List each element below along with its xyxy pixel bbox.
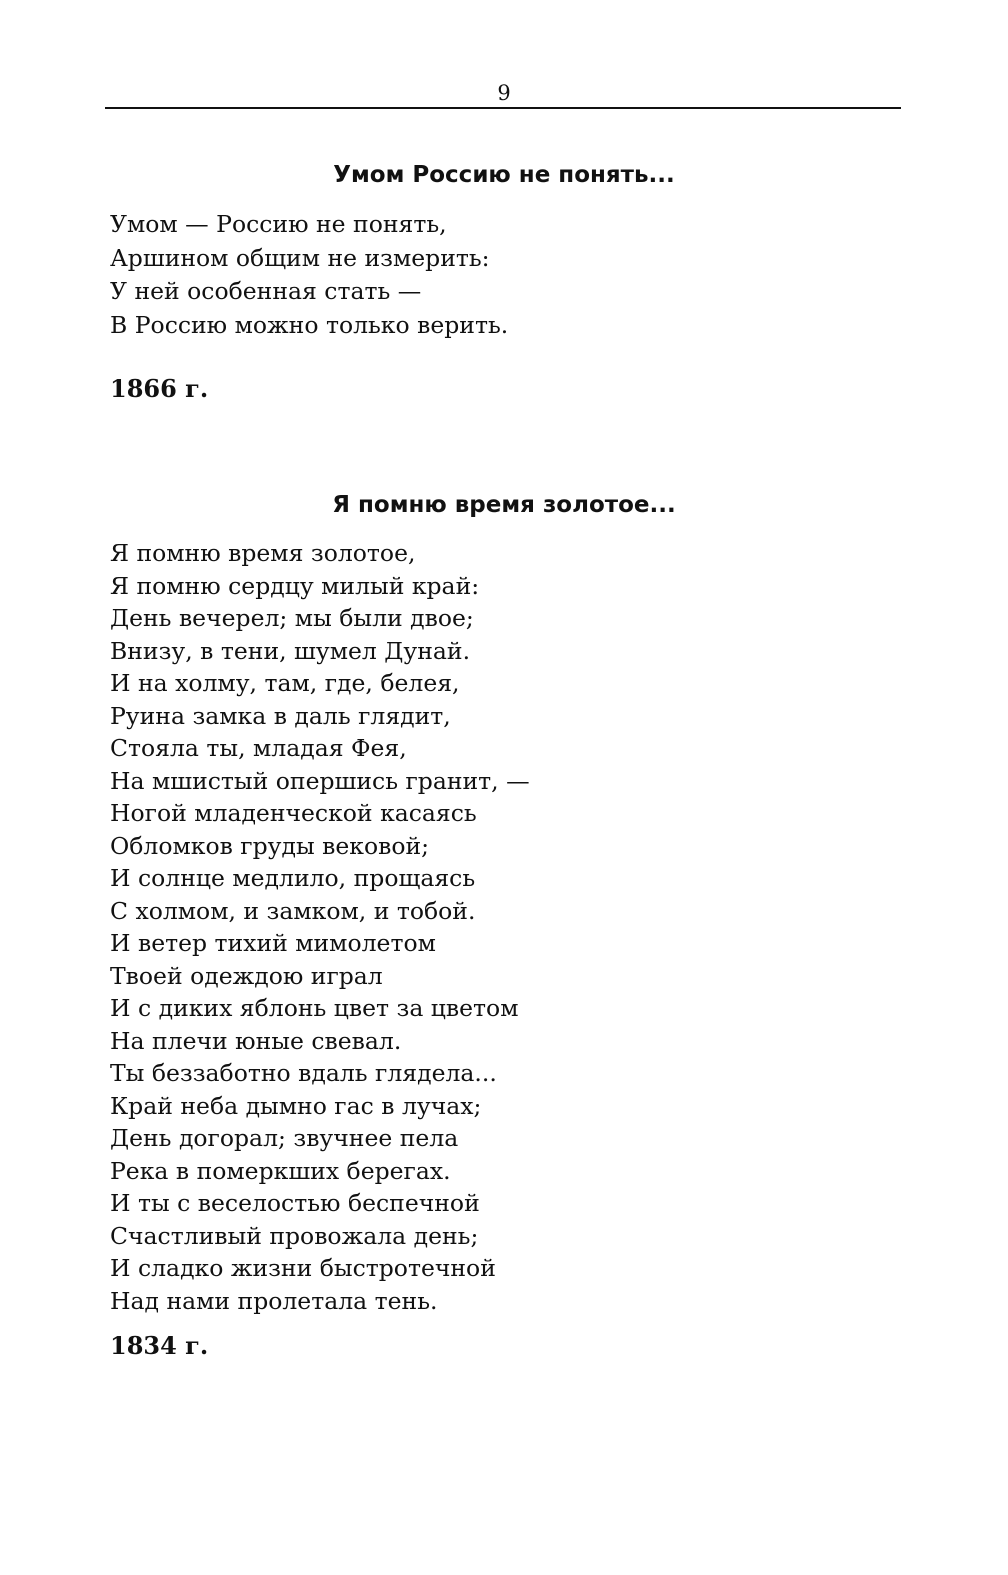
poem-line: Стояла ты, младая Фея, xyxy=(110,734,407,762)
poem-line: И с диких яблонь цвет за цветом xyxy=(110,994,519,1022)
poem-title: Умом Россию не понять... xyxy=(333,162,675,188)
poem-stanza xyxy=(110,208,508,342)
poem-line: Край неба дымно гас в лучах; xyxy=(110,1091,482,1120)
poem-line: На плечи юные свевал. xyxy=(110,1026,402,1055)
poem-line: Ты беззаботно вдаль глядела... xyxy=(110,1059,497,1087)
poem-line: И на холму, там, где, белея, xyxy=(110,669,460,697)
poem-line: Я помню время золотое, xyxy=(110,539,416,567)
poem-line: Твоей одеждою играл xyxy=(110,961,383,990)
poem-line: День догорал; звучнее пела xyxy=(110,1124,459,1152)
poem-line: Аршином общим не измерить: xyxy=(110,243,490,272)
poem-line: Руина замка в даль глядит, xyxy=(110,701,451,730)
poem-line: И ты с веселостью беспечной xyxy=(110,1189,480,1217)
poem-year: 1834 г. xyxy=(110,1331,209,1360)
page-number: 9 xyxy=(497,81,511,105)
poem-line: Внизу, в тени, шумел Дунай. xyxy=(110,636,471,665)
poem-line: У ней особенная стать — xyxy=(110,277,422,305)
poem-year: 1866 г. xyxy=(110,374,209,403)
poem-title: Я помню время золотое... xyxy=(332,492,676,518)
poem-line: Счастливый провожала день; xyxy=(110,1221,479,1250)
header-rule xyxy=(105,107,901,109)
poem-line: С холмом, и замком, и тобой. xyxy=(110,896,476,925)
poem-line: Обломков груды вековой; xyxy=(110,831,430,860)
poem-line: Над нами пролетала тень. xyxy=(110,1286,438,1315)
poem-line: Ногой младенческой касаясь xyxy=(110,799,477,827)
poem-line: Я помню сердцу милый край: xyxy=(110,571,480,600)
poem-line: И сладко жизни быстротечной xyxy=(110,1254,496,1282)
poem-line: День вечерел; мы были двое; xyxy=(110,604,474,632)
poem-stanza xyxy=(110,537,530,1317)
poem-line: На мшистый опершись гранит, — xyxy=(110,766,530,795)
poem-line: Умом — Россию не понять, xyxy=(110,210,447,238)
poem-line: В Россию можно только верить. xyxy=(110,310,509,339)
poem-line: Река в померкших берегах. xyxy=(110,1156,451,1185)
poem-line: И ветер тихий мимолетом xyxy=(110,929,436,957)
poem-line: И солнце медлило, прощаясь xyxy=(110,864,476,892)
